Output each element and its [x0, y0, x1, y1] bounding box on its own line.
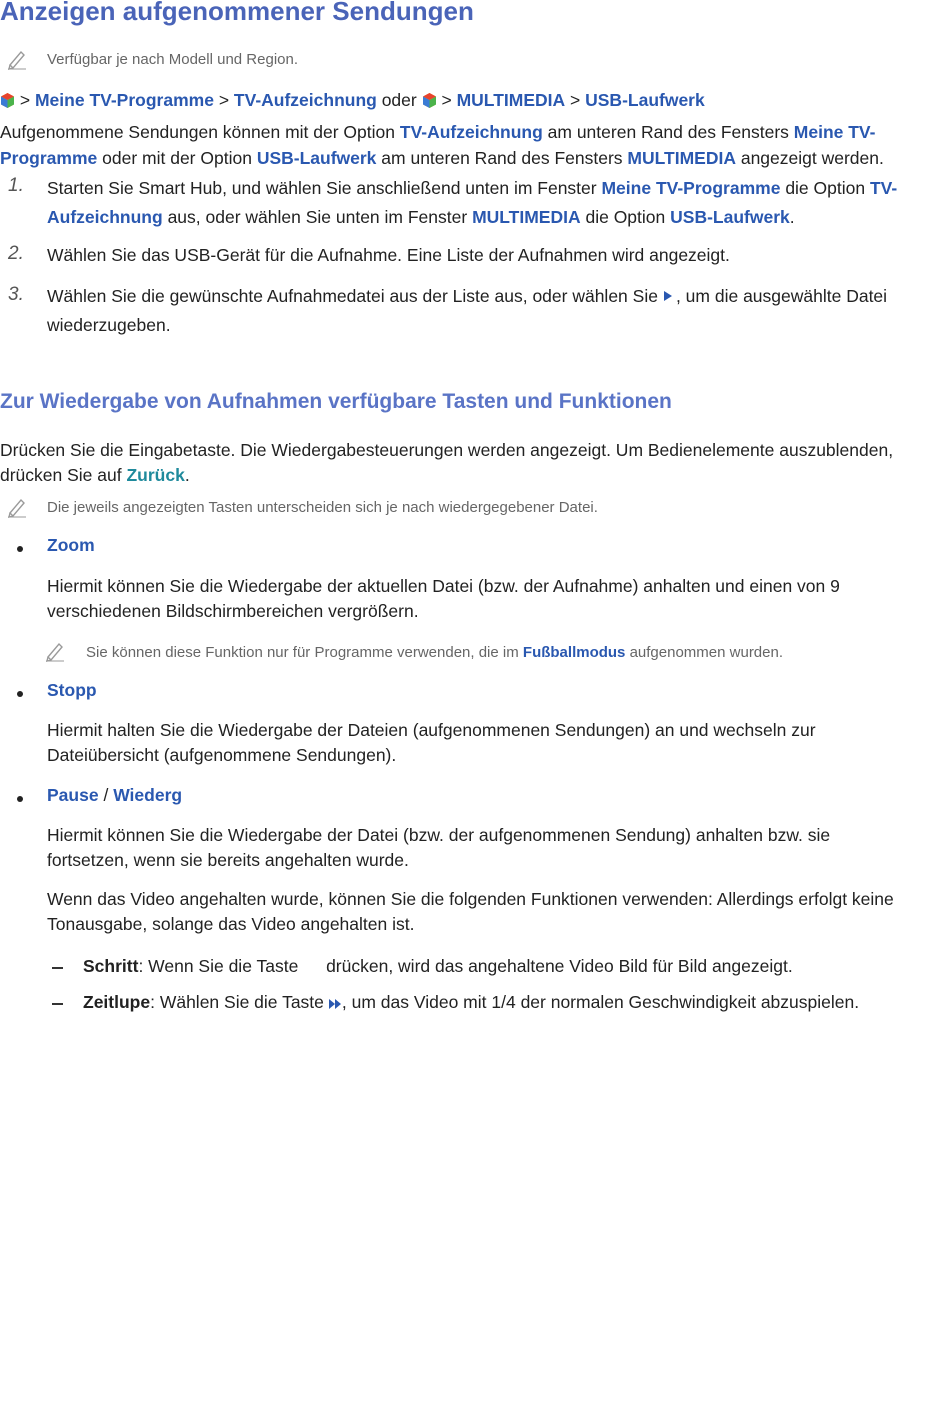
- zurueck-link: Zurück: [126, 465, 185, 485]
- pause-label: Pause: [47, 785, 99, 805]
- step-3-line-2: wiederzugeben.: [47, 315, 171, 335]
- fussballmodus-link: Fußballmodus: [522, 644, 626, 661]
- intro-link-meine-tv: Meine TV-: [793, 122, 876, 142]
- step-link-meine-tv-programme: Meine TV-Programme: [601, 178, 781, 198]
- pause-desc-line-1: Hiermit können Sie die Wiedergabe der Datei (bzw. der aufgenommenen Sendung) anhalten bzw. sie: [47, 825, 831, 845]
- step-text: , um die ausgewählte Datei: [675, 286, 888, 306]
- sub-text: : Wählen Sie die Taste: [150, 992, 324, 1012]
- note-pencil-icon: [6, 48, 28, 70]
- step-text: Starten Sie Smart Hub, und wählen Sie anschließend unten im Fenster: [47, 178, 597, 198]
- step-link-tv: TV-: [869, 178, 898, 198]
- step-text: aus, oder wählen Sie unten im Fenster: [167, 207, 468, 227]
- smart-hub-icon: [0, 92, 15, 109]
- path-separator: >: [218, 90, 230, 110]
- sub-text: drücken, wird das angehaltene Video Bild für Bild angezeigt.: [326, 956, 793, 976]
- item-title-zoom: Zoom: [47, 535, 95, 555]
- item-title-stopp: Stopp: [47, 680, 97, 700]
- pause-desc-line-2: fortsetzen, wenn sie bereits angehalten wurde.: [47, 850, 409, 870]
- intro-text: am unteren Rand des Fensters: [381, 148, 623, 168]
- wiederg-label: Wiederg: [113, 785, 183, 805]
- intro-line-1: [0, 119, 875, 145]
- intro-line-2: [0, 145, 884, 171]
- path-tv-aufzeichnung: TV-Aufzeichnung: [233, 90, 377, 110]
- zoom-note: [86, 644, 783, 661]
- step-2-text: Wählen Sie das USB-Gerät für die Aufnahme. Eine Liste der Aufnahmen wird angezeigt.: [47, 245, 730, 265]
- item-title-pause: [47, 785, 182, 806]
- intro-link-tv-aufzeichnung: TV-Aufzeichnung: [399, 122, 543, 142]
- intro-link-multimedia: MULTIMEDIA: [627, 148, 736, 168]
- fast-forward-icon: [328, 998, 342, 1010]
- bullet-dot: [17, 796, 23, 802]
- zoom-desc-line-1: Hiermit können Sie die Wiedergabe der aktuellen Datei (bzw. der Aufnahme) anhalten und einen von 9: [47, 576, 840, 596]
- stopp-desc-line-2: Dateiübersicht (aufgenommene Sendungen).: [47, 745, 397, 765]
- paragraph-text: drücken Sie auf: [0, 465, 122, 485]
- pause-desc2-line-1: Wenn das Video angehalten wurde, können Sie die folgenden Funktionen verwenden: Allerdings erfolgt keine: [47, 889, 894, 909]
- step-text: .: [789, 207, 795, 227]
- paragraph-text: .: [184, 465, 190, 485]
- title-separator: /: [103, 785, 109, 805]
- intro-text: angezeigt werden.: [740, 148, 884, 168]
- schritt-label: Schritt: [83, 956, 139, 976]
- path-meine-tv-programme: Meine TV-Programme: [34, 90, 214, 110]
- section-paragraph-line-1: Drücken Sie die Eingabetaste. Die Wiedergabesteuerungen werden angezeigt. Um Bedienelemente auszublenden,: [0, 440, 894, 460]
- section-paragraph-line-2: [0, 462, 190, 488]
- step-number: 3.: [8, 284, 24, 305]
- note-text: aufgenommen wurden.: [629, 644, 784, 661]
- intro-text: Aufgenommene Sendungen können mit der Option: [0, 122, 395, 142]
- note-text: Sie können diese Funktion nur für Programme verwenden, die im: [86, 644, 519, 661]
- step-link-aufzeichnung: Aufzeichnung: [47, 207, 163, 227]
- note-pencil-icon: [44, 640, 66, 662]
- path-multimedia: MULTIMEDIA: [456, 90, 566, 110]
- step-text: die Option: [785, 178, 866, 198]
- path-separator: >: [19, 90, 31, 110]
- path-oder: oder: [381, 90, 417, 110]
- pause-desc2-line-2: Tonausgabe, solange das Video angehalten ist.: [47, 914, 415, 934]
- note-pencil-icon: [6, 496, 28, 518]
- section-heading: Zur Wiedergabe von Aufnahmen verfügbare Tasten und Funktionen: [0, 390, 672, 413]
- sub-item-schritt: [83, 953, 793, 979]
- play-icon: [664, 291, 672, 301]
- zoom-desc-line-2: verschiedenen Bildschirmbereichen vergrößern.: [47, 601, 419, 621]
- step-text: die Option: [585, 207, 666, 227]
- path-separator: >: [570, 90, 581, 110]
- bullet-dot: [17, 546, 23, 552]
- sub-item-zeitlupe: [83, 989, 859, 1015]
- menu-path: [0, 87, 705, 113]
- step-1-line-1: [47, 175, 897, 201]
- step-3-line-1: [47, 283, 887, 309]
- bullet-dot: [17, 691, 23, 697]
- step-number: 2.: [8, 243, 24, 264]
- intro-text: am unteren Rand des Fensters: [547, 122, 789, 142]
- step-link-multimedia: MULTIMEDIA: [472, 207, 581, 227]
- smart-hub-icon: [422, 92, 437, 109]
- path-separator: >: [441, 90, 452, 110]
- dash-marker: [52, 1003, 63, 1005]
- intro-link-usb-laufwerk: USB-Laufwerk: [256, 148, 377, 168]
- dash-marker: [52, 967, 63, 969]
- zeitlupe-label: Zeitlupe: [83, 992, 151, 1012]
- path-usb-laufwerk: USB-Laufwerk: [585, 90, 705, 110]
- intro-link-programme: Programme: [0, 148, 98, 168]
- sub-text: : Wenn Sie die Taste: [138, 956, 299, 976]
- availability-note: Verfügbar je nach Modell und Region.: [47, 51, 299, 68]
- step-number: 1.: [8, 175, 24, 196]
- step-1-line-2: [47, 204, 795, 230]
- sub-text: , um das Video mit 1/4 der normalen Geschwindigkeit abzuspielen.: [341, 992, 860, 1012]
- buttons-note: Die jeweils angezeigten Tasten unterscheiden sich je nach wiedergegebener Datei.: [47, 499, 598, 516]
- step-text: Wählen Sie die gewünschte Aufnahmedatei aus der Liste aus, oder wählen Sie: [47, 286, 658, 306]
- intro-text: oder mit der Option: [102, 148, 252, 168]
- stopp-desc-line-1: Hiermit halten Sie die Wiedergabe der Dateien (aufgenommenen Sendungen) an und wechseln zur: [47, 720, 816, 740]
- page-title: Anzeigen aufgenommener Sendungen: [0, 0, 474, 26]
- step-link-usb-laufwerk: USB-Laufwerk: [670, 207, 790, 227]
